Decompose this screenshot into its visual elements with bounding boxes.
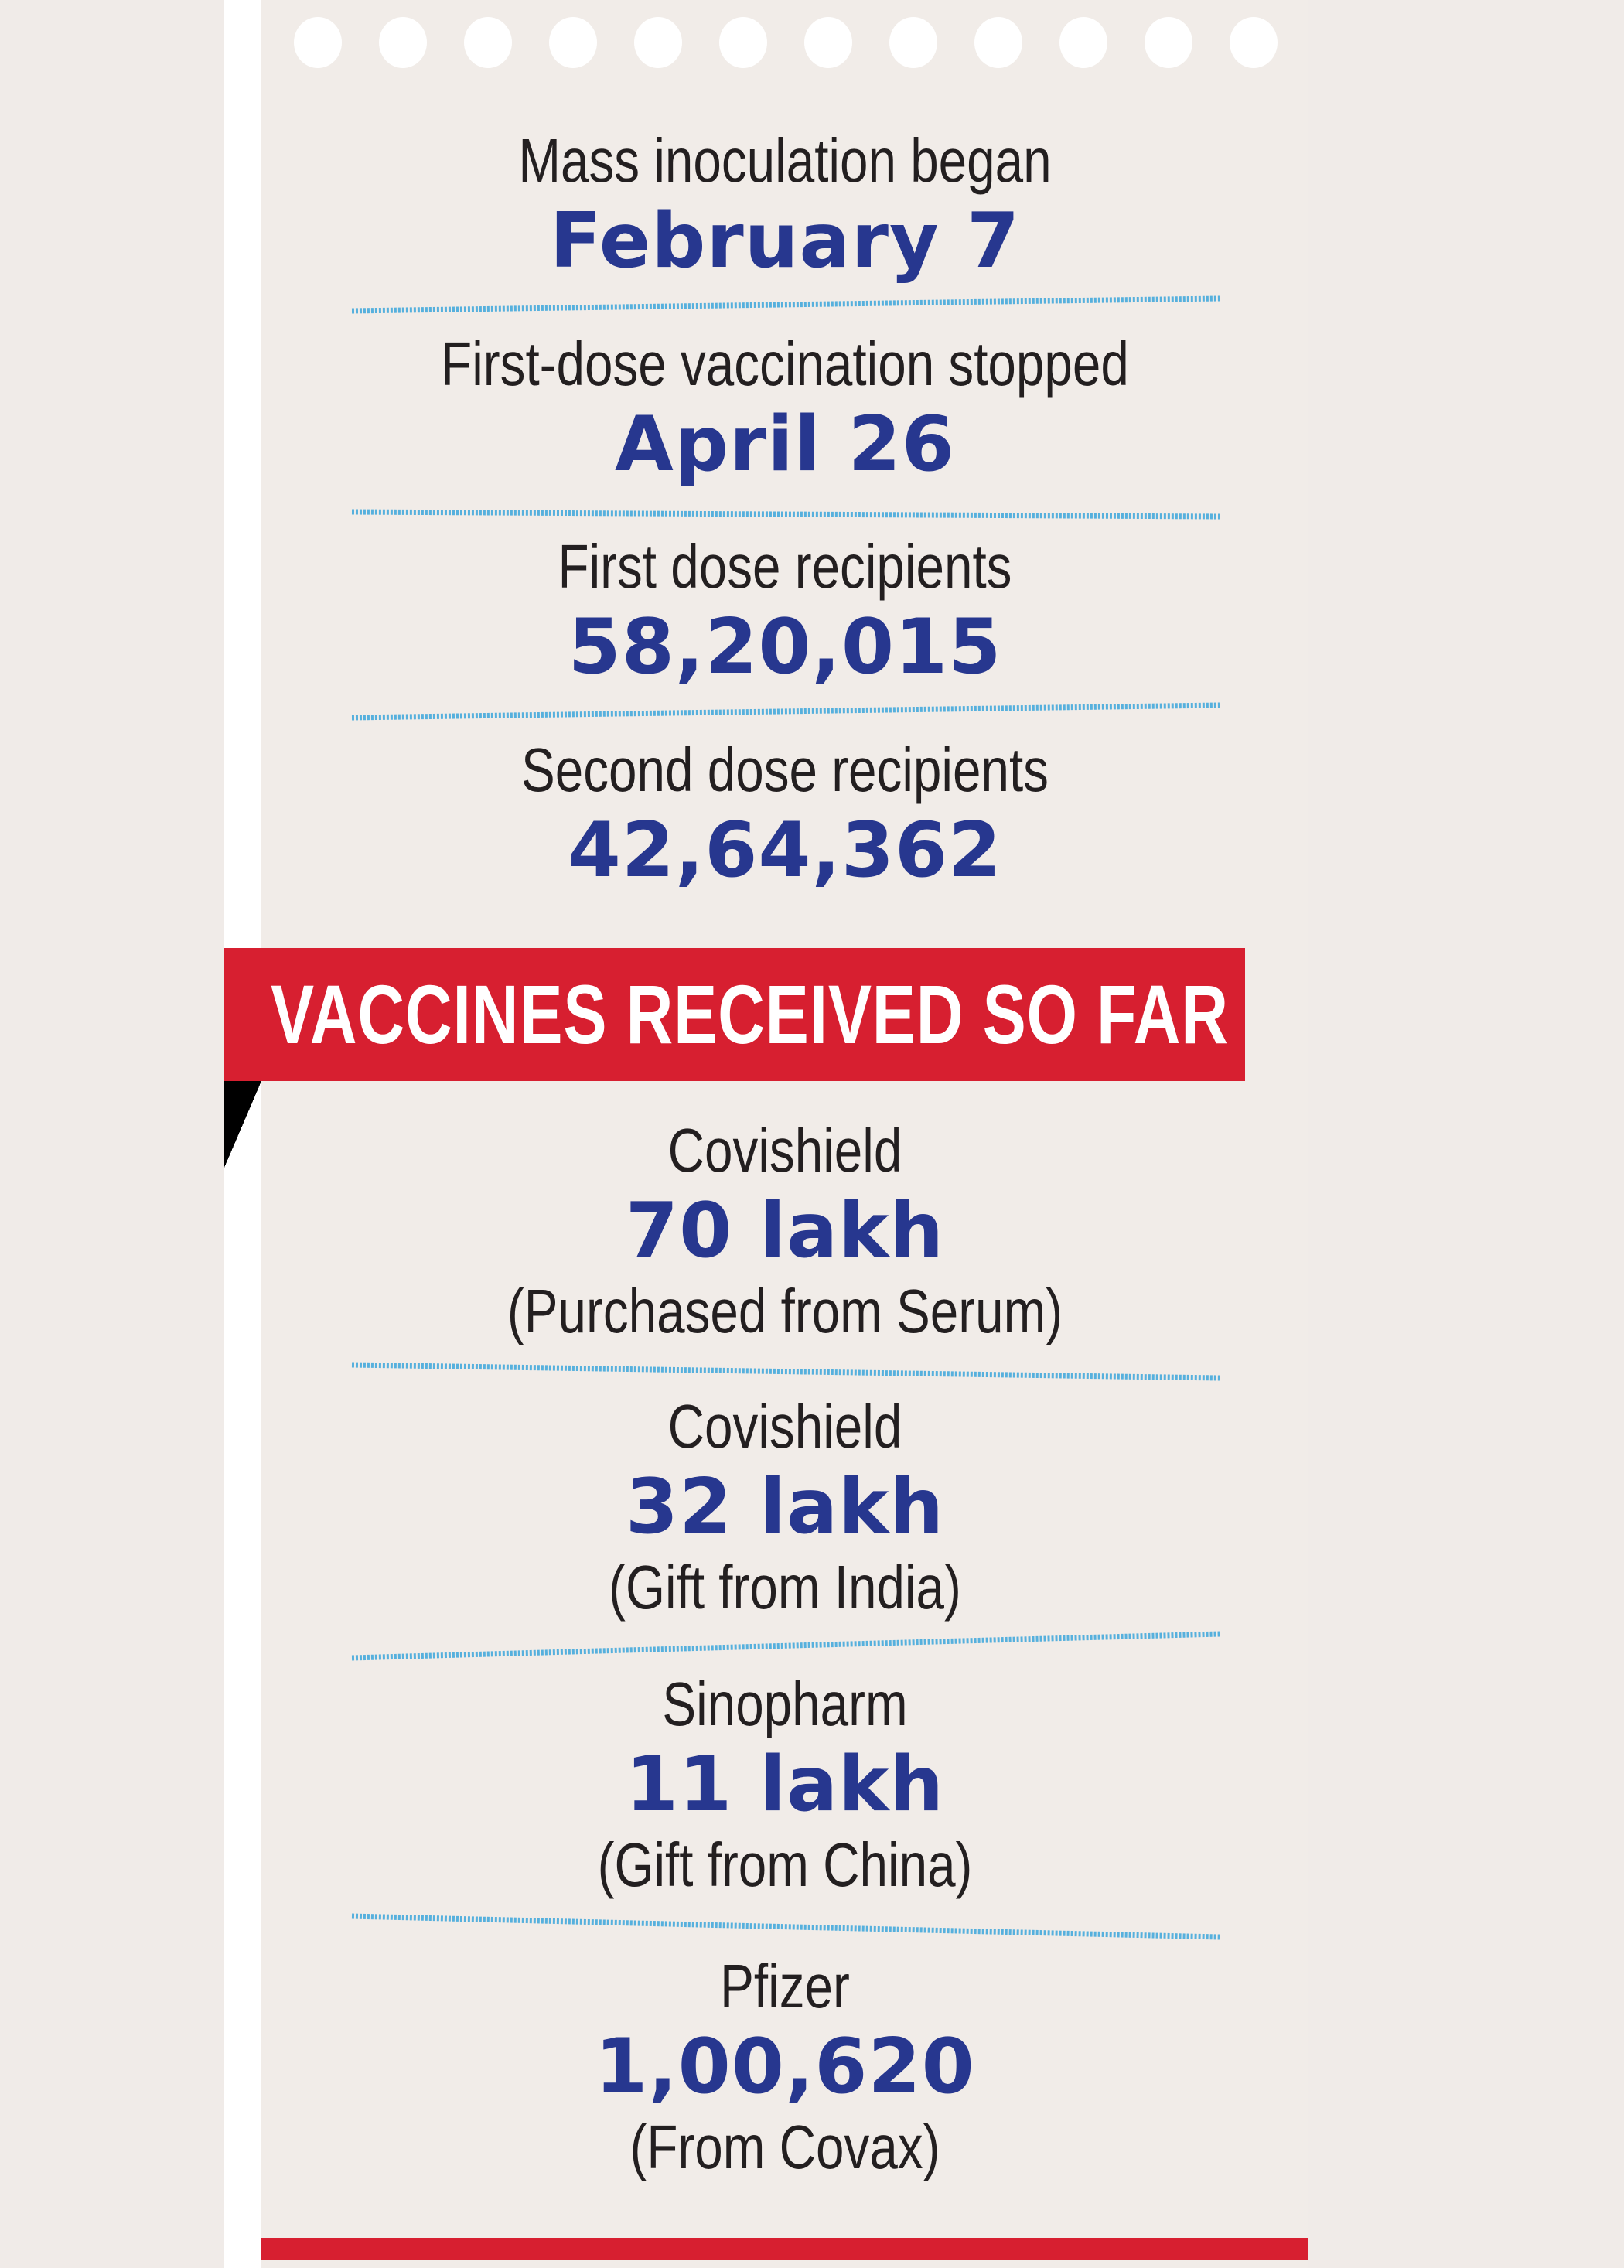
vaccine-source: (Gift from India) <box>609 1553 961 1622</box>
vaccine-name: Covishield <box>667 1392 902 1461</box>
stat-value: February 7 <box>549 197 1021 285</box>
stat-label: First dose recipients <box>558 532 1012 601</box>
stat-value: April 26 <box>614 401 955 489</box>
vaccine-name: Covishield <box>667 1116 902 1185</box>
section-divider <box>352 705 1220 718</box>
stat-label: Mass inoculation began <box>518 126 1052 195</box>
vaccine-amount: 1,00,620 <box>595 2023 975 2111</box>
section-divider <box>352 1916 1220 1937</box>
vaccine-source: (From Covax) <box>629 2113 940 2181</box>
vaccine-name: Pfizer <box>720 1952 850 2021</box>
stat-label: First-dose vaccination stopped <box>441 329 1129 398</box>
stat-label: Second dose recipients <box>521 735 1049 804</box>
stat-value: 42,64,362 <box>568 807 1002 895</box>
stat-value: 58,20,015 <box>568 603 1002 691</box>
section-divider <box>352 512 1220 517</box>
vaccine-amount: 11 lakh <box>625 1741 945 1829</box>
vaccine-source: (Purchased from Serum) <box>507 1277 1063 1345</box>
bottom-rule <box>261 2238 1308 2260</box>
vaccine-amount: 70 lakh <box>625 1187 945 1275</box>
section-divider <box>352 298 1220 311</box>
section-divider <box>352 1634 1220 1658</box>
vaccine-source: (Gift from China) <box>597 1830 973 1899</box>
vaccine-amount: 32 lakh <box>625 1463 945 1551</box>
vaccine-name: Sinopharm <box>662 1669 908 1738</box>
section-divider <box>352 1365 1220 1378</box>
section-banner-title: VACCINES RECEIVED SO FAR <box>271 967 1229 1061</box>
